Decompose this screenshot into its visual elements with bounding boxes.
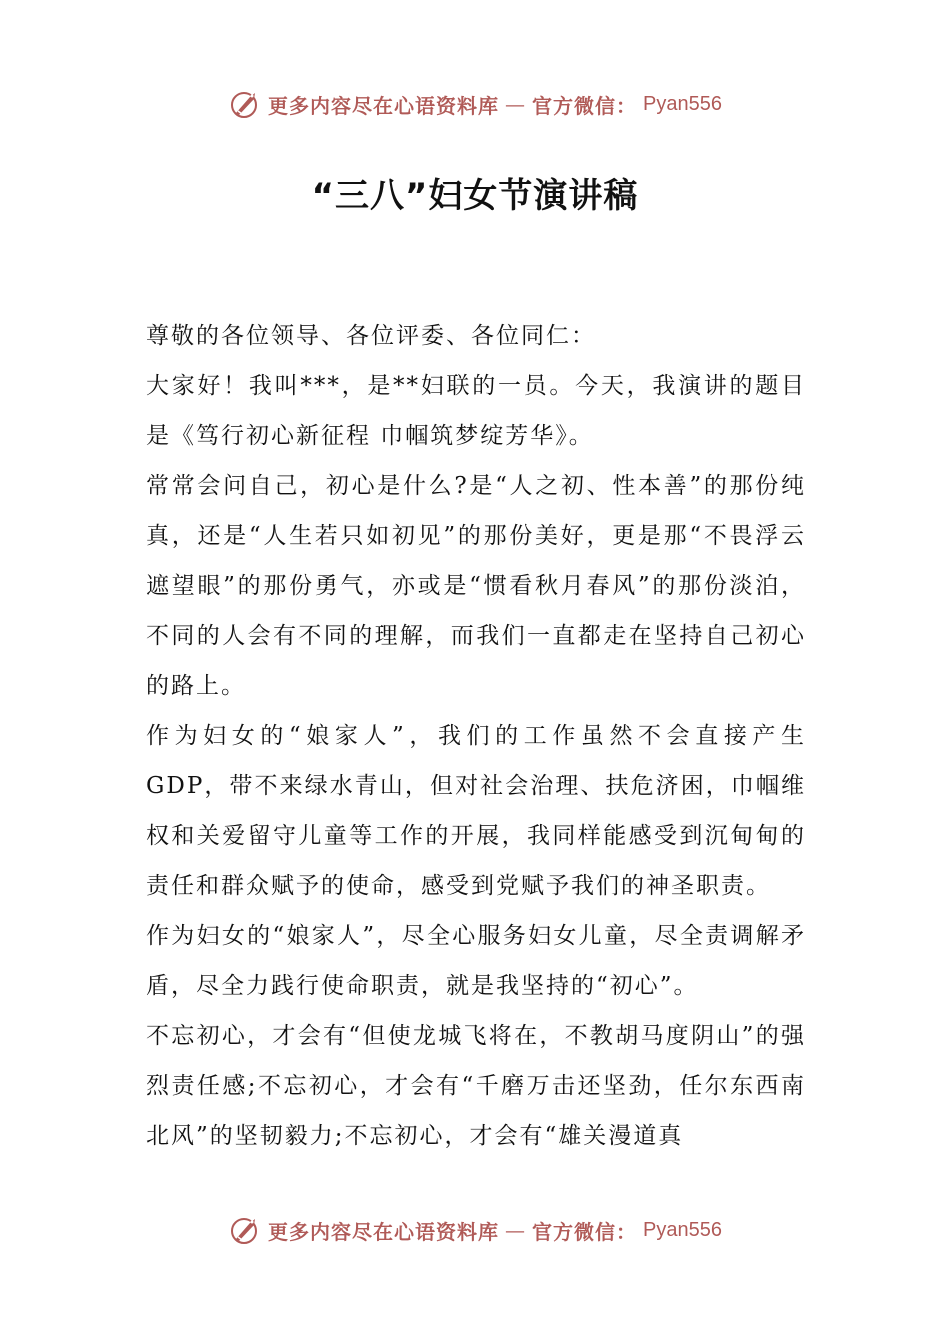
paragraph-never-forget: 不忘初心，才会有“但使龙城飞将在，不教胡马度阴山”的强烈责任感;不忘初心，才会有“千磨万击还坚劲，任尔东西南北风”的坚韧毅力;不忘初心，才会有“雄关漫道真 (146, 1023, 806, 1149)
footer-banner-separator: — (505, 1218, 527, 1242)
footer-banner-sub: 官方微信： (532, 1219, 638, 1244)
document-body (146, 311, 806, 1161)
header-banner (0, 84, 950, 124)
document-title: “三八”妇女节演讲稿 (311, 176, 639, 216)
pen-nib-logo-icon (228, 87, 262, 121)
footer-banner (0, 1210, 950, 1250)
footer-banner-content (228, 1213, 722, 1247)
header-banner-sub: 官方微信： (532, 93, 638, 118)
pen-nib-logo-icon (228, 1213, 262, 1247)
paragraph-womens-family: 作为妇女的“娘家人”，我们的工作虽然不会直接产生GDP，带不来绿水青山，但对社会治理、扶危济困，巾帼维权和关爱留守儿童等工作的开展，我同样能感受到沉甸甸的责任和群众赋予的使命，感受到党赋予我们的神圣职责。 (146, 723, 806, 899)
header-banner-wechat-id: Pyan556 (643, 92, 722, 115)
footer-banner-text: 更多内容尽在心语资料库 (268, 1219, 500, 1244)
paragraph-salutation: 尊敬的各位领导、各位评委、各位同仁： (146, 323, 596, 349)
footer-banner-wechat-id: Pyan556 (643, 1218, 722, 1241)
paragraph-commitment: 作为妇女的“娘家人”，尽全心服务妇女儿童，尽全责调解矛盾，尽全力践行使命职责，就是我坚持的“初心”。 (146, 923, 806, 999)
paragraph-initial-heart: 常常会问自己，初心是什么?是“人之初、性本善”的那份纯真，还是“人生若只如初见”的那份美好，更是那“不畏浮云遮望眼”的那份勇气，亦或是“惯看秋月春风”的那份淡泊，不同的人会有不同的理解，而我们一直都走在坚持自己初心的路上。 (146, 473, 806, 699)
header-banner-separator: — (505, 92, 527, 116)
header-banner-content (228, 87, 722, 121)
header-banner-text: 更多内容尽在心语资料库 (268, 93, 500, 118)
paragraph-greeting: 大家好！我叫***，是**妇联的一员。今天，我演讲的题目是《笃行初心新征程 巾帼筑梦绽芳华》。 (146, 373, 806, 449)
